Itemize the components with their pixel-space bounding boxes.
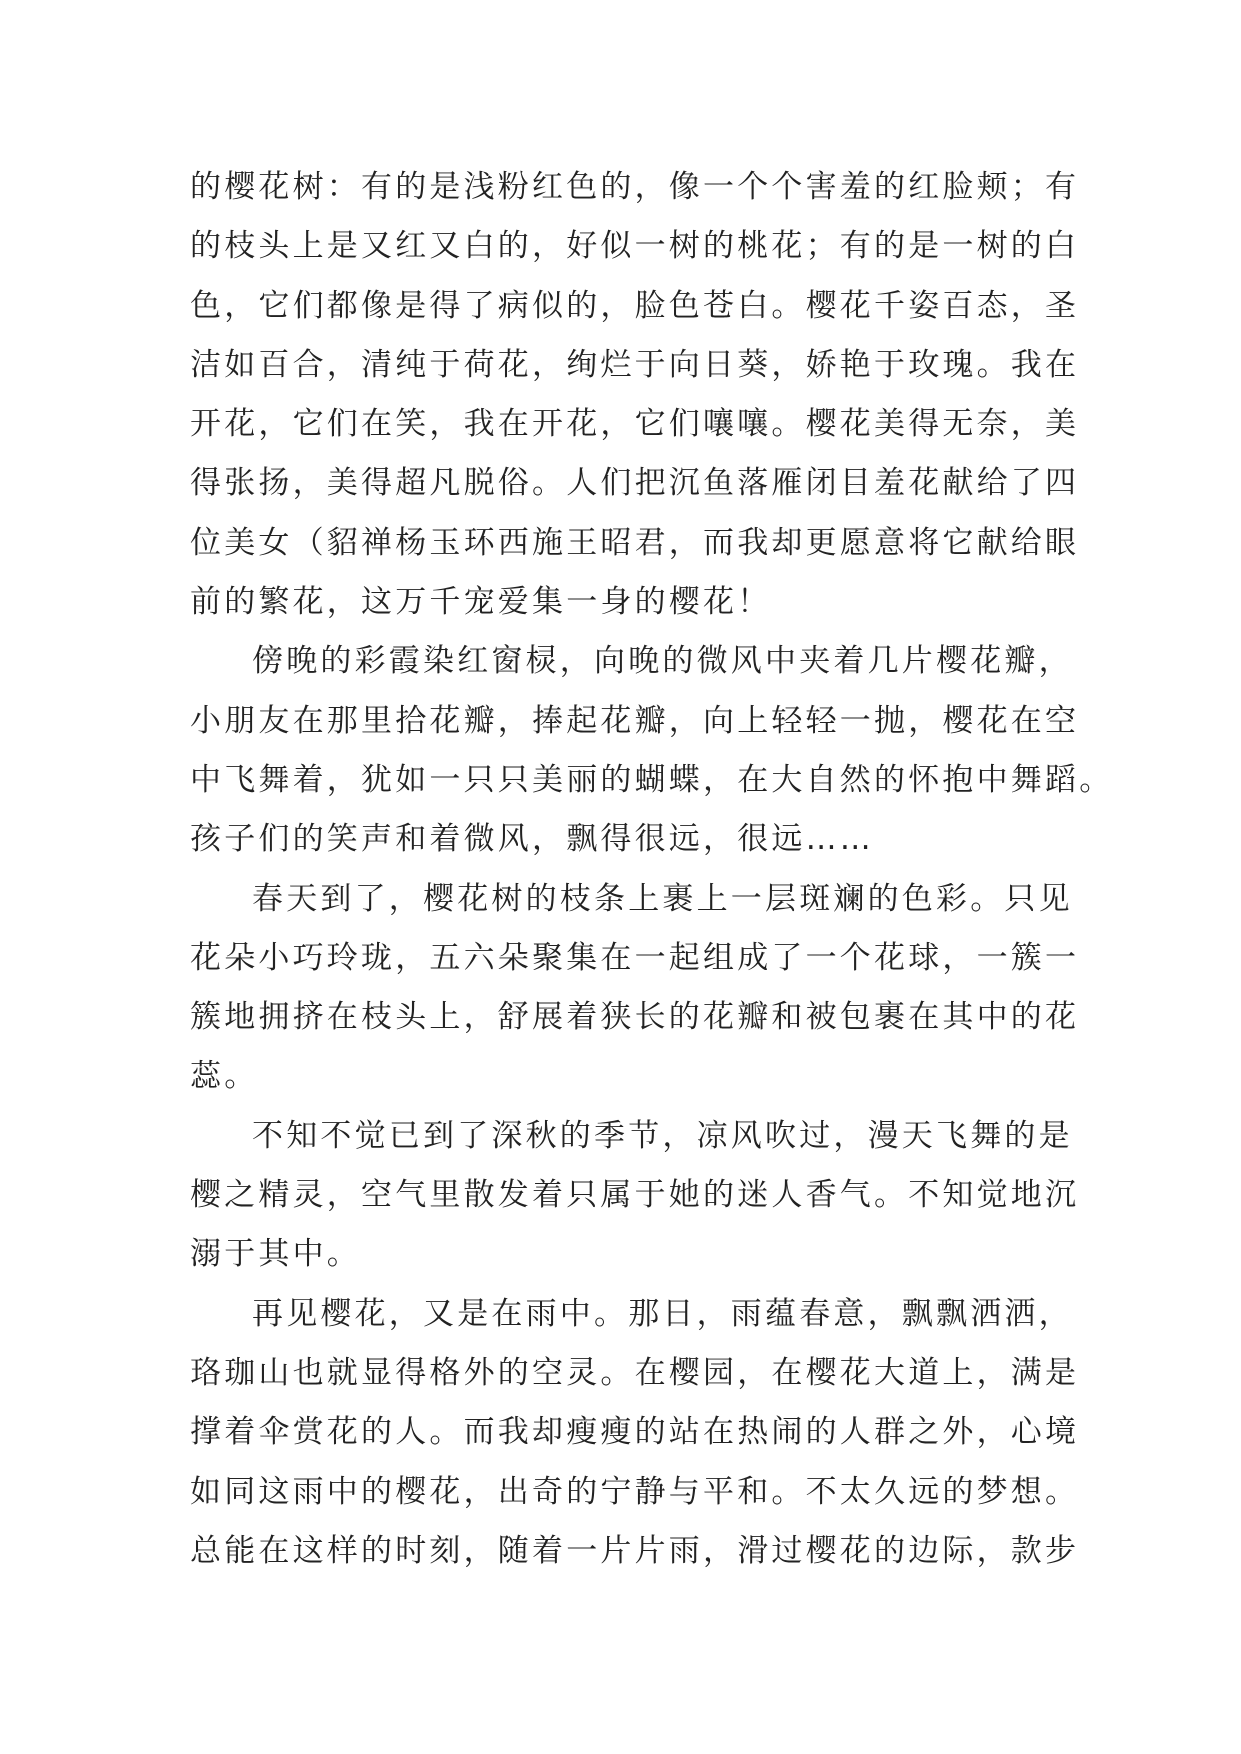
text-line-6: 得张扬，美得超凡脱俗。人们把沉鱼落雁闭目羞花献给了四: [190, 465, 1080, 502]
text-line-14: 花朵小巧玲珑，五六朵聚集在一起组成了一个花球，一簇一: [190, 939, 1080, 976]
paragraph-start-line: 再见樱花，又是在雨中。那日，雨蕴春意，飘飘洒洒，: [252, 1295, 1073, 1332]
text-line-15: 簇地拥挤在枝头上，舒展着狭长的花瓣和被包裹在其中的花: [190, 999, 1080, 1036]
text-line-3: 色，它们都像是得了病似的，脸色苍白。樱花千姿百态，圣: [190, 287, 1080, 324]
text-line-11: 中飞舞着，犹如一只只美丽的蝴蝶，在大自然的怀抱中舞蹈。: [190, 761, 1114, 798]
text-line-5: 开花，它们在笑，我在开花，它们嚷嚷。樱花美得无奈，美: [190, 406, 1080, 443]
text-line-10: 小朋友在那里拾花瓣，捧起花瓣，向上轻轻一抛，樱花在空: [190, 702, 1080, 739]
paragraph-start-line: 春天到了，樱花树的枝条上裹上一层斑斓的色彩。只见: [252, 880, 1073, 917]
text-line-2: 的枝头上是又红又白的，好似一树的桃花；有的是一树的白: [190, 228, 1080, 265]
paragraph-start-line: 傍晚的彩霞染红窗棂，向晚的微风中夹着几片樱花瓣，: [252, 643, 1073, 680]
text-line-1: 的樱花树：有的是浅粉红色的，像一个个害羞的红脸颊；有: [190, 169, 1080, 205]
text-line-22: 撑着伞赏花的人。而我却瘦瘦的站在热闹的人群之外，心境: [190, 1414, 1080, 1451]
paragraph-start-line: 不知不觉已到了深秋的季节，凉风吹过，漫天飞舞的是: [252, 1117, 1073, 1154]
text-line-12: 孩子们的笑声和着微风，飘得很远，很远……: [190, 821, 874, 858]
article-body: [190, 158, 1114, 1581]
text-line-16: 蕊。: [190, 1058, 259, 1095]
text-line-21: 珞珈山也就显得格外的空灵。在樱园，在樱花大道上，满是: [190, 1354, 1080, 1391]
text-line-4: 洁如百合，清纯于荷花，绚烂于向日葵，娇艳于玫瑰。我在: [190, 346, 1080, 383]
text-line-18: 樱之精灵，空气里散发着只属于她的迷人香气。不知觉地沉: [190, 1177, 1080, 1214]
text-line-19: 溺于其中。: [190, 1236, 361, 1273]
text-line-8: 前的繁花，这万千宠爱集一身的樱花！: [190, 584, 772, 621]
text-line-24: 总能在这样的时刻，随着一片片雨，滑过樱花的边际，款步: [190, 1532, 1080, 1569]
text-line-7: 位美女（貂禅杨玉环西施王昭君，而我却更愿意将它献给眼: [190, 524, 1080, 561]
text-line-23: 如同这雨中的樱花，出奇的宁静与平和。不太久远的梦想。: [190, 1473, 1080, 1510]
